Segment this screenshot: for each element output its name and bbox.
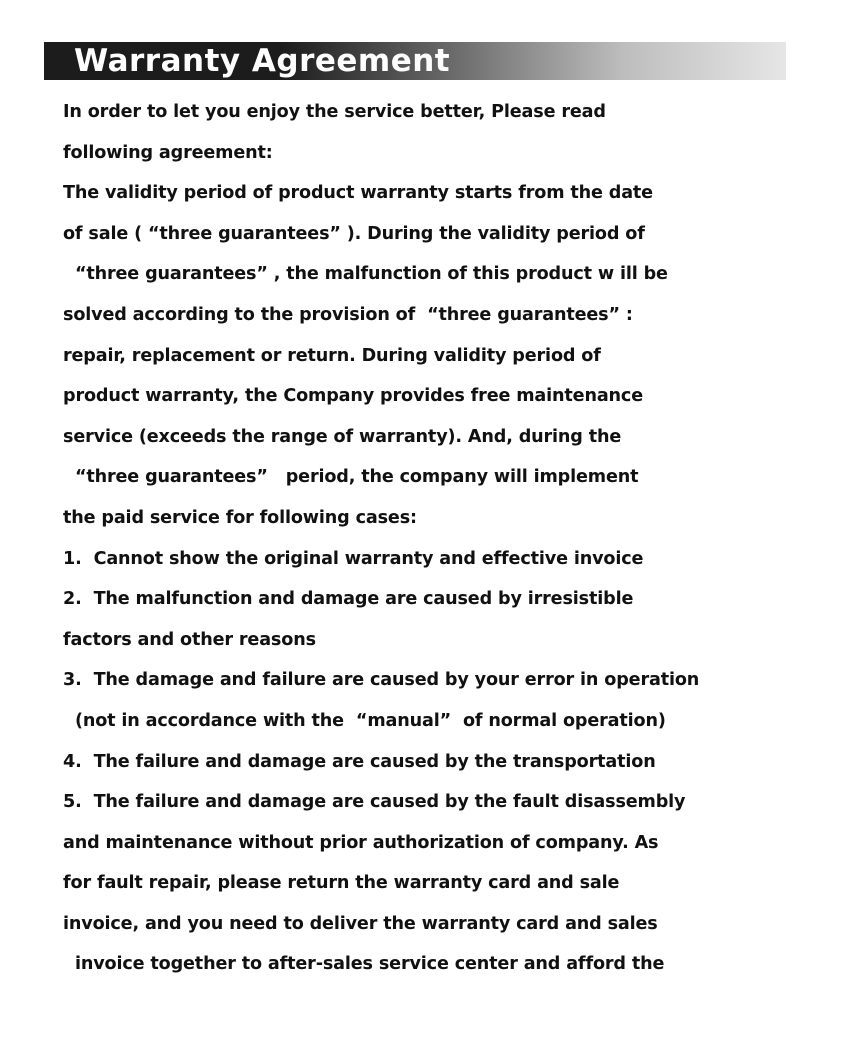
body-line-8: product warranty, the Company provides free maintenance (63, 386, 643, 407)
list-item-5: 5. The failure and damage are caused by the fault disassembly (63, 792, 686, 813)
list-item-4: 4. The failure and damage are caused by the transportation (63, 751, 656, 772)
list-item-3-continued: (not in accordance with the “manual” of normal operation) (63, 710, 666, 731)
body-line-1: In order to let you enjoy the service better, Please read (63, 102, 606, 122)
body-line-2: following agreement: (63, 142, 273, 163)
body-line-20: for fault repair, please return the warranty card and sale (63, 873, 620, 894)
body-line-7: repair, replacement or return. During validity period of (63, 345, 601, 366)
list-item-2: 2. The malfunction and damage are caused by irresistible (63, 589, 634, 610)
body-line-10: “three guarantees” period, the company will implement (63, 467, 639, 488)
document-title: Warranty Agreement (74, 43, 451, 79)
title-banner (44, 42, 786, 80)
body-line-4: of sale ( “three guarantees” ). During the validity period of (63, 223, 645, 244)
list-item-3: 3. The damage and failure are caused by your error in operation (63, 670, 700, 691)
body-line-21: invoice, and you need to deliver the warranty card and sales (63, 913, 658, 934)
body-line-5: “three guarantees” , the malfunction of this product w ill be (63, 264, 668, 285)
list-item-1: 1. Cannot show the original warranty and effective invoice (63, 548, 644, 569)
body-line-3: The validity period of product warranty starts from the date (63, 183, 653, 204)
list-item-2-continued: factors and other reasons (63, 629, 316, 650)
body-line-9: service (exceeds the range of warranty). And, during the (63, 426, 622, 447)
agreement-body (63, 92, 763, 985)
body-line-19: and maintenance without prior authorization of company. As (63, 832, 659, 853)
body-line-11: the paid service for following cases: (63, 507, 417, 528)
body-line-6: solved according to the provision of “three guarantees” : (63, 304, 633, 325)
body-line-22: invoice together to after-sales service center and afford the (63, 954, 665, 975)
